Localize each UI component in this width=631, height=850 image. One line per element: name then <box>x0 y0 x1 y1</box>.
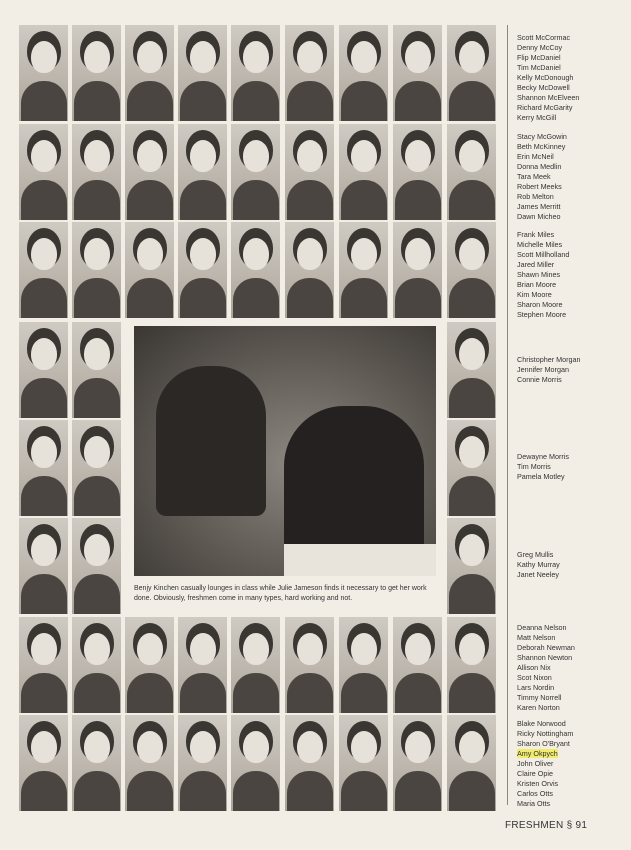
portrait-photo <box>125 124 174 220</box>
student-name: Timmy Norrell <box>517 693 562 702</box>
portrait-photo <box>72 518 121 614</box>
student-name: John Oliver <box>517 759 554 768</box>
student-name: Sharon O'Bryant <box>517 739 570 748</box>
name-list-group-8 <box>517 719 631 809</box>
student-name: Beth McKinney <box>517 142 566 151</box>
student-name: Jared Miller <box>517 260 555 269</box>
candid-classroom-photo <box>134 326 436 576</box>
portrait-photo <box>178 25 227 121</box>
student-name: Scott McCormac <box>517 33 571 42</box>
portrait-photo <box>19 617 68 713</box>
student-name: Stephen Moore <box>517 310 567 319</box>
student-name: Ricky Nottingham <box>517 729 574 738</box>
portrait-photo <box>19 322 68 418</box>
portrait-photo <box>447 715 496 811</box>
student-name: Deanna Nelson <box>517 623 567 632</box>
student-name: Christopher Morgan <box>517 355 581 364</box>
name-list-group-7 <box>517 623 631 713</box>
portrait-photo <box>125 25 174 121</box>
portrait-photo <box>19 420 68 516</box>
column-divider <box>507 25 508 805</box>
portrait-photo <box>231 715 280 811</box>
portrait-photo <box>125 222 174 318</box>
student-name: Michelle Miles <box>517 240 563 249</box>
student-name: Blake Norwood <box>517 719 566 728</box>
name-list-group-1 <box>517 33 631 123</box>
portrait-photo <box>72 715 121 811</box>
student-name: Shannon Newton <box>517 653 573 662</box>
portrait-photo <box>447 420 496 516</box>
portrait-photo <box>19 715 68 811</box>
student-name: Claire Opie <box>517 769 553 778</box>
portrait-photo <box>72 25 121 121</box>
student-name: Connie Morris <box>517 375 562 384</box>
student-name <box>517 749 631 759</box>
student-name: Kelly McDonough <box>517 73 574 82</box>
student-name: Shawn Mines <box>517 270 561 279</box>
student-name: Kathy Murray <box>517 560 560 569</box>
student-name: Denny McCoy <box>517 43 563 52</box>
portrait-photo <box>72 420 121 516</box>
student-name: Allison Nix <box>517 663 551 672</box>
name-list-group-5 <box>517 452 631 482</box>
portrait-photo <box>393 222 442 318</box>
portrait-photo <box>447 222 496 318</box>
student-name: Kim Moore <box>517 290 552 299</box>
student-name: Flip McDaniel <box>517 53 561 62</box>
portrait-photo <box>72 322 121 418</box>
portrait-photo <box>19 25 68 121</box>
portrait-photo <box>393 124 442 220</box>
student-name: Pamela Motley <box>517 472 565 481</box>
student-name: Sharon Moore <box>517 300 563 309</box>
portrait-photo <box>339 617 388 713</box>
portrait-photo <box>178 715 227 811</box>
student-name: Carlos Otts <box>517 789 553 798</box>
student-name: Shannon McElveen <box>517 93 580 102</box>
student-name: Lars Nordin <box>517 683 555 692</box>
student-name: Rob Melton <box>517 192 554 201</box>
student-name: Richard McGarity <box>517 103 573 112</box>
student-figure <box>156 366 266 516</box>
student-name: Matt Nelson <box>517 633 556 642</box>
student-name: Jennifer Morgan <box>517 365 569 374</box>
portrait-photo <box>393 617 442 713</box>
portrait-photo <box>231 617 280 713</box>
portrait-photo <box>447 124 496 220</box>
portrait-photo <box>125 715 174 811</box>
page-footer: FRESHMEN § 91 <box>505 820 588 831</box>
student-name: Kerry McGill <box>517 113 557 122</box>
student-name: Tim McDaniel <box>517 63 561 72</box>
portrait-photo <box>447 322 496 418</box>
portrait-photo <box>393 25 442 121</box>
student-name: Tara Meek <box>517 172 551 181</box>
portrait-photo <box>285 222 334 318</box>
student-name: Becky McDowell <box>517 83 570 92</box>
portrait-photo <box>447 617 496 713</box>
student-name: Maria Otts <box>517 799 551 808</box>
portrait-photo <box>19 518 68 614</box>
portrait-photo <box>339 715 388 811</box>
portrait-photo <box>125 617 174 713</box>
student-name: Karen Norton <box>517 703 560 712</box>
portrait-photo <box>178 222 227 318</box>
name-list-group-2 <box>517 132 631 222</box>
student-name: Scott Millholland <box>517 250 570 259</box>
portrait-photo <box>231 222 280 318</box>
name-list-group-4 <box>517 355 631 385</box>
name-list-group-3 <box>517 230 631 320</box>
photo-caption: Benjy Kinchen casually lounges in class while Julie Jameson finds it necessary to get her work done. Obviously, freshmen come in many types, hard working and not. <box>134 585 427 602</box>
portrait-photo <box>447 25 496 121</box>
student-name: Kristen Orvis <box>517 779 559 788</box>
student-name: Greg Mullis <box>517 550 554 559</box>
portrait-photo <box>72 222 121 318</box>
student-name: Scot Nixon <box>517 673 552 682</box>
desk-paper <box>284 544 436 576</box>
portrait-photo <box>285 617 334 713</box>
portrait-photo <box>285 715 334 811</box>
portrait-photo <box>285 124 334 220</box>
portrait-photo <box>19 222 68 318</box>
student-name: Frank Miles <box>517 230 555 239</box>
portrait-photo <box>339 25 388 121</box>
portrait-photo <box>178 617 227 713</box>
portrait-photo <box>231 124 280 220</box>
student-name: Dawn Micheo <box>517 212 561 221</box>
student-name: Tim Morris <box>517 462 551 471</box>
portrait-photo <box>447 518 496 614</box>
highlighted-name: Amy Okpych <box>517 749 558 758</box>
portrait-photo <box>231 25 280 121</box>
student-name: Janet Neeley <box>517 570 559 579</box>
name-list-group-6 <box>517 550 631 580</box>
student-name: Dewayne Morris <box>517 452 569 461</box>
student-name: Donna Medlin <box>517 162 562 171</box>
portrait-photo <box>339 124 388 220</box>
student-name: Brian Moore <box>517 280 557 289</box>
portrait-photo <box>178 124 227 220</box>
portrait-photo <box>72 617 121 713</box>
portrait-photo <box>72 124 121 220</box>
student-name: James Merritt <box>517 202 561 211</box>
portrait-photo <box>339 222 388 318</box>
student-name: Erin McNeil <box>517 152 554 161</box>
portrait-photo <box>19 124 68 220</box>
student-name: Deborah Newman <box>517 643 575 652</box>
student-name: Robert Meeks <box>517 182 562 191</box>
student-name: Stacy McGowin <box>517 132 567 141</box>
portrait-photo <box>285 25 334 121</box>
portrait-photo <box>393 715 442 811</box>
